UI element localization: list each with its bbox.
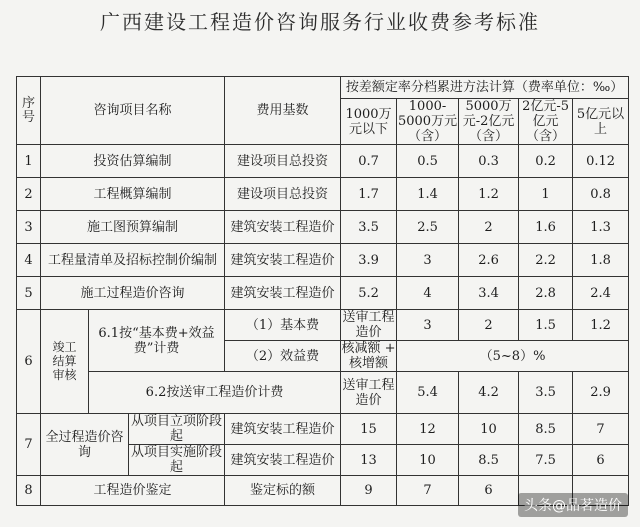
row-value: 13 <box>341 445 397 476</box>
row-value: 0.7 <box>341 145 397 178</box>
tiers-header: 按差额定率分档累进方法计算（费率单位：‰） <box>341 77 629 99</box>
stage-label: 从项目实施阶段起 <box>129 445 225 476</box>
settlement-sub61-label: 6.1按“基本费+效益费”计费 <box>89 310 225 372</box>
seq-header: 序号 <box>17 77 41 145</box>
row-seq: 1 <box>17 145 41 178</box>
row-value: 4.2 <box>459 372 519 414</box>
row-value: 2.9 <box>573 372 629 414</box>
row-item: 施工过程造价咨询 <box>41 277 225 310</box>
item-header: 咨询项目名称 <box>41 77 225 145</box>
sub62-base: 送审工程造价 <box>341 372 397 414</box>
stage-label: 从项目立项阶段起 <box>129 414 225 445</box>
row-value: 3 <box>397 310 459 341</box>
row-value: 1.5 <box>519 310 573 341</box>
row-base: 建筑安装工程造价 <box>225 277 341 310</box>
row-value: 6 <box>459 476 519 506</box>
row-value: 0.8 <box>573 178 629 211</box>
row-value: 3.5 <box>341 211 397 244</box>
table-row <box>17 244 629 277</box>
row-value: 7 <box>573 414 629 445</box>
row-value: 2.2 <box>519 244 573 277</box>
row-value: 6 <box>573 445 629 476</box>
basic-fee-label: （1）基本费 <box>225 310 341 341</box>
row-value: 3 <box>397 244 459 277</box>
row-value: 1.8 <box>573 244 629 277</box>
settlement-basic-row <box>17 310 629 341</box>
basic-fee-base: 送审工程造价 <box>342 310 395 340</box>
row-value: 7 <box>397 476 459 506</box>
row-item: 工程量清单及招标控制价编制 <box>41 244 225 277</box>
row-value: 2 <box>459 211 519 244</box>
full-process-row <box>17 414 629 445</box>
row-value: 10 <box>459 414 519 445</box>
table-row <box>17 211 629 244</box>
tier-4-header: 2亿元-5亿元（含） <box>519 99 573 145</box>
row-value: 9 <box>341 476 397 506</box>
row-value: 1.6 <box>519 211 573 244</box>
stage-base: 建筑安装工程造价 <box>225 445 341 476</box>
benefit-fee-base: 核减额 + 核增额 <box>341 341 396 371</box>
full-process-label: 全过程造价咨询 <box>41 414 129 476</box>
row-base: 鉴定标的额 <box>225 476 341 506</box>
row-value: 0.12 <box>573 145 629 178</box>
row-item: 工程概算编制 <box>41 178 225 211</box>
row-value: 2.4 <box>573 277 629 310</box>
tier-5-header: 5亿元以上 <box>573 99 629 145</box>
row-value: 1.7 <box>341 178 397 211</box>
row-seq: 2 <box>17 178 41 211</box>
table-row <box>17 145 629 178</box>
row-value: 3.5 <box>519 372 573 414</box>
row-value: 5.4 <box>397 372 459 414</box>
row-value: 10 <box>397 445 459 476</box>
benefit-fee-label: （2）效益费 <box>225 341 341 372</box>
row-value: 1.2 <box>573 310 629 341</box>
stage-base: 建筑安装工程造价 <box>225 414 341 445</box>
row-seq: 6 <box>17 310 41 414</box>
row-value: 12 <box>397 414 459 445</box>
row-seq: 8 <box>17 476 41 506</box>
document-title: 广西建设工程造价咨询服务行业收费参考标准 <box>100 10 540 34</box>
row-value: 15 <box>341 414 397 445</box>
row-value: 4 <box>397 277 459 310</box>
fee-standard-table <box>16 76 629 506</box>
tier-3-header: 5000万元-2亿元（含） <box>459 99 519 145</box>
row-seq: 5 <box>17 277 41 310</box>
row-value: 2.8 <box>519 277 573 310</box>
row-seq: 3 <box>17 211 41 244</box>
watermark: 头条@品茗造价 <box>518 493 628 517</box>
row-item: 投资估算编制 <box>41 145 225 178</box>
row-value: 1.4 <box>397 178 459 211</box>
table-row <box>17 277 629 310</box>
row-value: 5.2 <box>341 277 397 310</box>
tier-2-header: 1000-5000万元（含） <box>397 99 458 144</box>
row-seq: 7 <box>17 414 41 476</box>
row-base: 建设项目总投资 <box>225 145 341 178</box>
row-base: 建筑安装工程造价 <box>225 244 341 277</box>
row-value: 0.3 <box>459 145 519 178</box>
row-value: 0.2 <box>519 145 573 178</box>
table-row <box>17 178 629 211</box>
row-value: 2.6 <box>459 244 519 277</box>
row-value: 8.5 <box>459 445 519 476</box>
row-value: 2.5 <box>397 211 459 244</box>
row-value: 1 <box>519 178 573 211</box>
row-item: 工程造价鉴定 <box>41 476 225 506</box>
row-value: 2 <box>459 310 519 341</box>
row-base: 建筑安装工程造价 <box>225 211 341 244</box>
row-value: 0.5 <box>397 145 459 178</box>
benefit-fee-rate: （5~8）% <box>397 341 629 372</box>
row-value: 3.4 <box>459 277 519 310</box>
settlement-62-row <box>17 372 629 414</box>
row-value: 3.9 <box>341 244 397 277</box>
base-header: 费用基数 <box>225 77 341 145</box>
settlement-label: 竣工结算审核 <box>41 310 89 414</box>
row-value: 8.5 <box>519 414 573 445</box>
row-base: 建设项目总投资 <box>225 178 341 211</box>
row-value: 1.3 <box>573 211 629 244</box>
row-item: 施工图预算编制 <box>41 211 225 244</box>
row-value: 1.2 <box>459 178 519 211</box>
tier-1-header: 1000万元以下 <box>341 99 397 145</box>
header-row <box>17 77 629 99</box>
settlement-sub62-label: 6.2按送审工程造价计费 <box>89 372 341 414</box>
row-seq: 4 <box>17 244 41 277</box>
row-value: 7.5 <box>519 445 573 476</box>
